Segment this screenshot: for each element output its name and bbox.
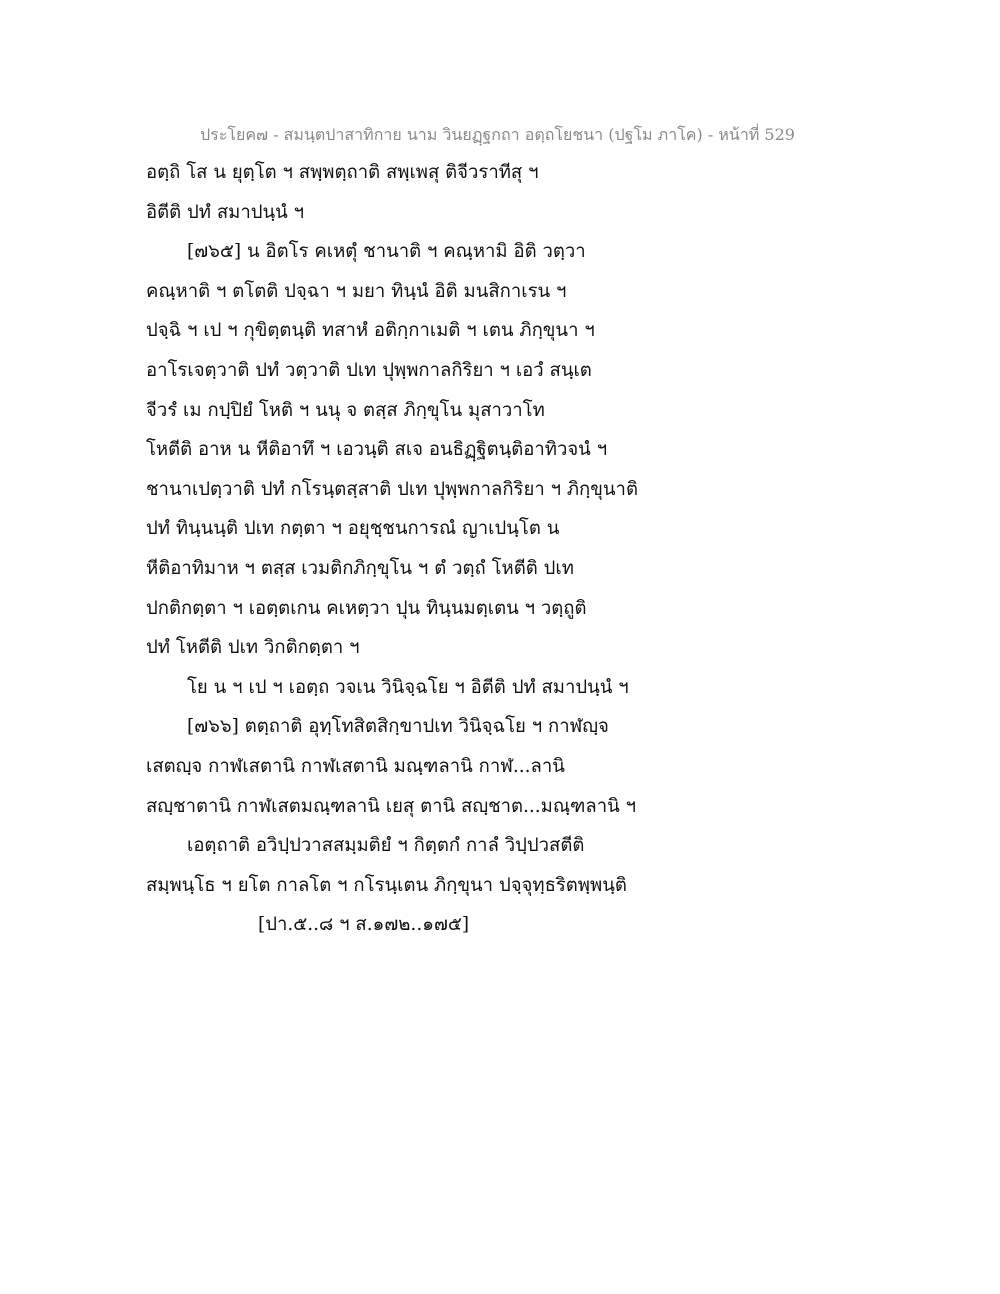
text-line: ปกติกตฺตา ฯ เอตฺตเกน คเหตฺวา ปุน ทินฺนมตฺเตน ฯ วตฺถูติ <box>146 597 587 619</box>
body-text <box>146 159 966 951</box>
text-line: อตฺถิ โส น ยุตฺโต ฯ สพฺพตฺถาติ สพฺเพสุ ติจีวราทีสุ ฯ <box>146 162 539 183</box>
text-line: คณฺหาติ ฯ ตโตติ ปจฺฉา ฯ มยา ทินฺนํ อิติ มนสิกาเรน ฯ <box>146 280 567 302</box>
paragraph-766-start: [๗๖๖] ตตฺถาติ อุทฺโทสิตสิกฺขาปเท วินิจฺฉโย ฯ กาฬญฺจ <box>187 716 609 738</box>
text-line: โหตีติ อาห น หีติอาทึ ฯ เอวนฺติ สเจ อนธิฏฺฐิตนฺติอาทิวจนํ ฯ <box>146 439 608 461</box>
text-line: ปจฺฉิ ฯ เป ฯ กุขิตฺตนฺติ ทสาหํ อติกฺกาเมติ ฯ เตน ภิกฺขุนา ฯ <box>146 320 595 342</box>
paragraph-start: โย น ฯ เป ฯ เอตฺถ วจเน วินิจฺฉโย ฯ อิตีติ ปทํ สมาปนฺนํ ฯ <box>187 676 629 698</box>
text-line: จีวรํ เม กปฺปิยํ โหติ ฯ นนุ จ ตสฺส ภิกฺขุโน มุสาวาโท <box>146 399 545 421</box>
text-line: ปทํ โหตีติ ปเท วิกติกตฺตา ฯ <box>146 637 360 659</box>
text-line: อาโรเจตฺวาติ ปทํ วตฺวาติ ปเท ปุพฺพกาลกิริยา ฯ เอวํ สนฺเต <box>146 359 592 381</box>
text-line: สมฺพนฺโธ ฯ ยโต กาลโต ฯ กโรนฺเตน ภิกฺขุนา ปจฺจุทฺธริตพฺพนฺติ <box>146 874 627 896</box>
page-reference: [ปา.๕..๘ ฯ ส.๑๗๒..๑๗๕] <box>258 914 470 936</box>
text-line: หีติอาทิมาห ฯ ตสฺส เวมติกภิกฺขุโน ฯ ตํ วตฺถํ โหตีติ ปเท <box>146 557 574 579</box>
text-line: ชานาเปตฺวาติ ปทํ กโรนฺตสฺสาติ ปเท ปุพฺพกาลกิริยา ฯ ภิกฺขุนาติ <box>146 478 638 500</box>
running-header: ประโยค๗ - สมนฺตปาสาทิกาย นาม วินยฏฺฐกถา อตฺถโยชนา (ปฐโม ภาโค) - หน้าที่ 529 <box>200 125 795 144</box>
paragraph-765-start: [๗๖๕] น อิตโร คเหตุํ ชานาติ ฯ คณฺหามิ อิติ วตฺวา <box>187 241 586 263</box>
text-line: สญฺชาตานิ กาฬเสตมณฺฑลานิ เยสุ ตานิ สญฺชาต...มณฺฑลานิ ฯ <box>146 795 637 817</box>
paragraph-start: เอตฺถาติ อวิปฺปวาสสมฺมติยํ ฯ กิตฺตกํ กาลํ วิปฺปวสตีติ <box>187 835 585 857</box>
text-line: อิตีติ ปทํ สมาปนฺนํ ฯ <box>146 201 305 223</box>
text-line: เสตญฺจ กาฬเสตานิ กาฬเสตานิ มณฺฑลานิ กาฬ...ลานิ <box>146 755 565 777</box>
text-line: ปทํ ทินฺนนฺติ ปเท กตฺตา ฯ อยุชฺชนการณํ ญาเปนฺโต น <box>146 518 560 540</box>
